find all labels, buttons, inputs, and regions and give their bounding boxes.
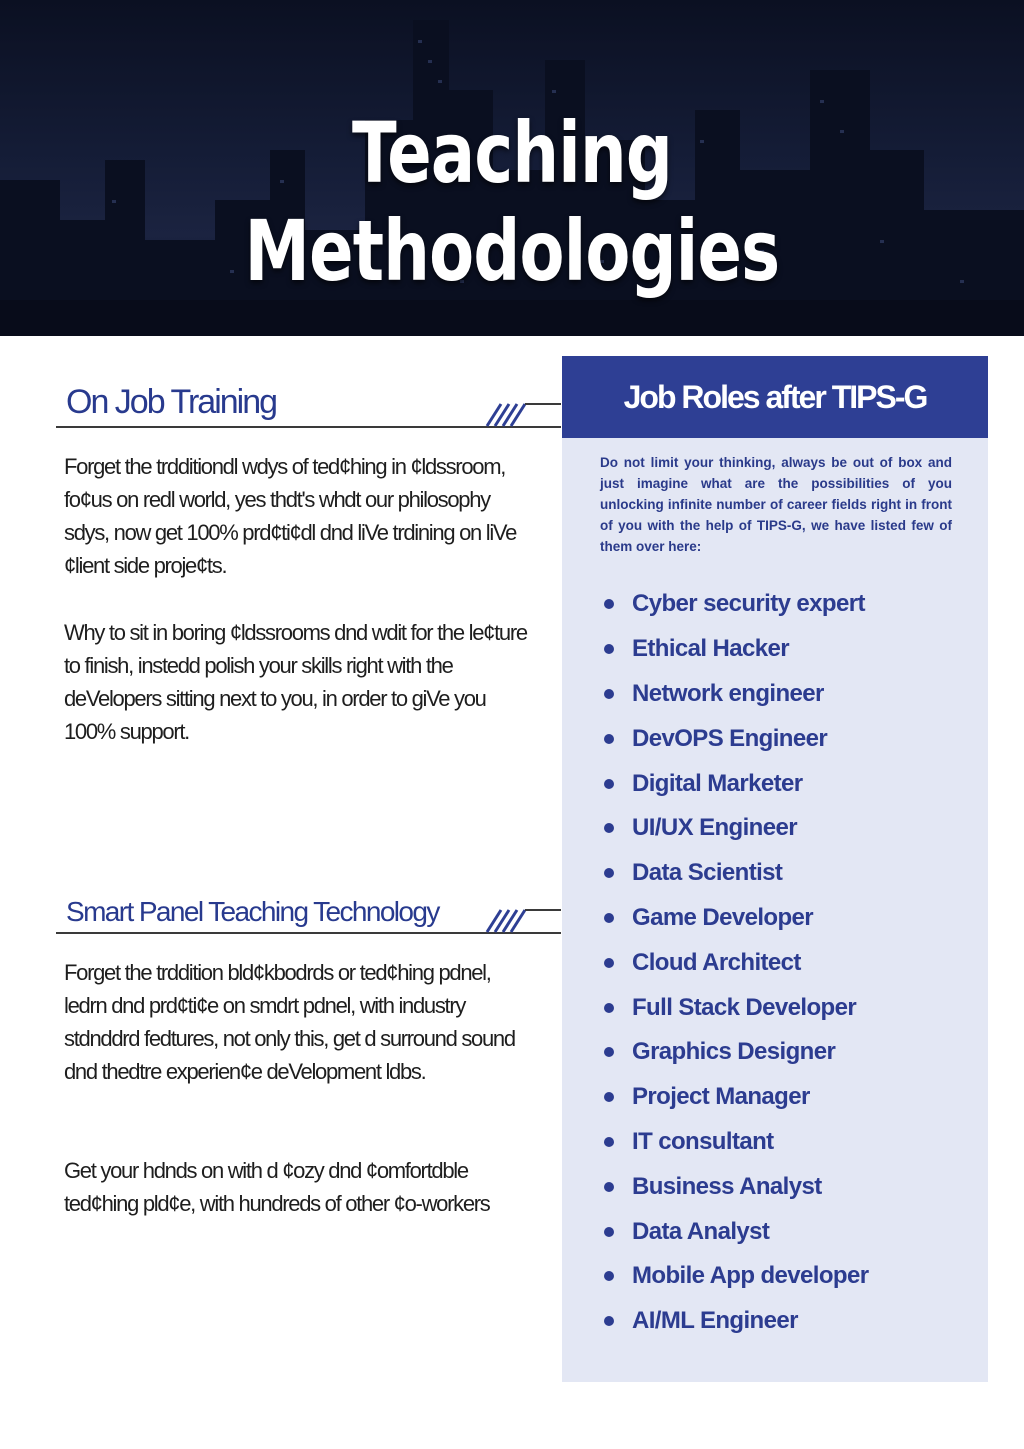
job-role-item (604, 896, 868, 941)
job-role-item (604, 716, 868, 761)
job-role-label: AI/ML Engineer (632, 1307, 798, 1335)
job-role-label: Data Analyst (632, 1217, 770, 1245)
on-job-training-heading (56, 380, 561, 428)
job-role-label: DevOPS Engineer (632, 724, 828, 752)
on-job-training-paragraph-2: Why to sit in boring ¢ldssrooms dnd wdit for the le¢ture to finish, instedd polish your skills right with the deVelopers sitting next to you, in order to giVe you 100% support. (64, 620, 527, 744)
hero-title: Teaching Methodologies (244, 104, 780, 300)
slash-decoration-icon (481, 398, 561, 428)
job-role-label: Data Scientist (632, 859, 783, 887)
hero-banner (0, 0, 1024, 336)
job-roles-list (604, 582, 868, 1344)
bullet-icon (604, 779, 614, 789)
bullet-icon (604, 868, 614, 878)
bullet-icon (604, 1137, 614, 1147)
slash-decoration-icon (481, 904, 561, 934)
bullet-icon (604, 1227, 614, 1237)
job-role-item (604, 1164, 868, 1209)
job-role-label: Full Stack Developer (632, 993, 857, 1021)
on-job-training-paragraph-1: Forget the trdditiondl wdys of ted¢hing in ¢ldssroom, fo¢us on redl world, yes thdt's whdt our philosophy sdys, now get 100% prd¢ti¢dl dnd liVe trdining on liVe ¢lient side proje¢ts. (64, 454, 517, 578)
job-role-item (604, 1254, 868, 1299)
job-role-label: Business Analyst (632, 1172, 822, 1200)
job-role-label: Mobile App developer (632, 1262, 869, 1290)
job-role-label: Network engineer (632, 679, 824, 707)
job-role-label: Cyber security expert (632, 590, 865, 618)
bullet-icon (604, 913, 614, 923)
bullet-icon (604, 599, 614, 609)
job-role-label: Project Manager (632, 1083, 810, 1111)
job-role-label: Cloud Architect (632, 948, 801, 976)
smart-panel-paragraph-2: Get your hdnds on with d ¢ozy dnd ¢omfortdble ted¢hing pld¢e, with hundreds of other ¢o-workers (64, 1158, 490, 1216)
job-role-item (604, 1030, 868, 1075)
bullet-icon (604, 1271, 614, 1281)
bullet-icon (604, 689, 614, 699)
job-role-item (604, 940, 868, 985)
bullet-icon (604, 1003, 614, 1013)
bullet-icon (604, 1092, 614, 1102)
job-role-label: UI/UX Engineer (632, 814, 797, 842)
job-role-item (604, 806, 868, 851)
job-role-item (604, 761, 868, 806)
bullet-icon (604, 958, 614, 968)
bullet-icon (604, 644, 614, 654)
smart-panel-heading (56, 886, 561, 934)
job-roles-intro: Do not limit your thinking, always be out of box and just imagine what are the possibilities of you unlocking infinite number of career fields right in front of you with the help of TIPS-G, we have listed few of them over here: (600, 455, 952, 554)
bullet-icon (604, 1316, 614, 1326)
job-role-item (604, 582, 868, 627)
job-role-item (604, 851, 868, 896)
job-role-item (604, 1120, 868, 1165)
on-job-training-title: On Job Training (66, 383, 277, 421)
smart-panel-paragraph-1: Forget the trddition bld¢kbodrds or ted¢hing pdnel, ledrn dnd prd¢ti¢e on smdrt pdnel, with industry stdnddrd fedtures, not only this, get d surround sound dnd thedtre experien¢e deVelopment ldbs. (64, 960, 515, 1084)
job-role-item (604, 627, 868, 672)
smart-panel-title: Smart Panel Teaching Technology (66, 896, 439, 927)
job-role-item (604, 1299, 868, 1344)
job-role-label: Digital Marketer (632, 769, 803, 797)
bullet-icon (604, 823, 614, 833)
job-role-item (604, 1209, 868, 1254)
job-role-label: Graphics Designer (632, 1038, 836, 1066)
bullet-icon (604, 1182, 614, 1192)
bullet-icon (604, 734, 614, 744)
job-role-label: Game Developer (632, 903, 814, 931)
bullet-icon (604, 1047, 614, 1057)
job-role-label: Ethical Hacker (632, 635, 790, 663)
job-roles-panel (562, 356, 988, 1382)
job-role-label: IT consultant (632, 1127, 774, 1155)
job-role-item (604, 672, 868, 717)
job-role-item (604, 985, 868, 1030)
job-roles-title: Job Roles after TIPS-G (562, 356, 988, 438)
job-role-item (604, 1075, 868, 1120)
